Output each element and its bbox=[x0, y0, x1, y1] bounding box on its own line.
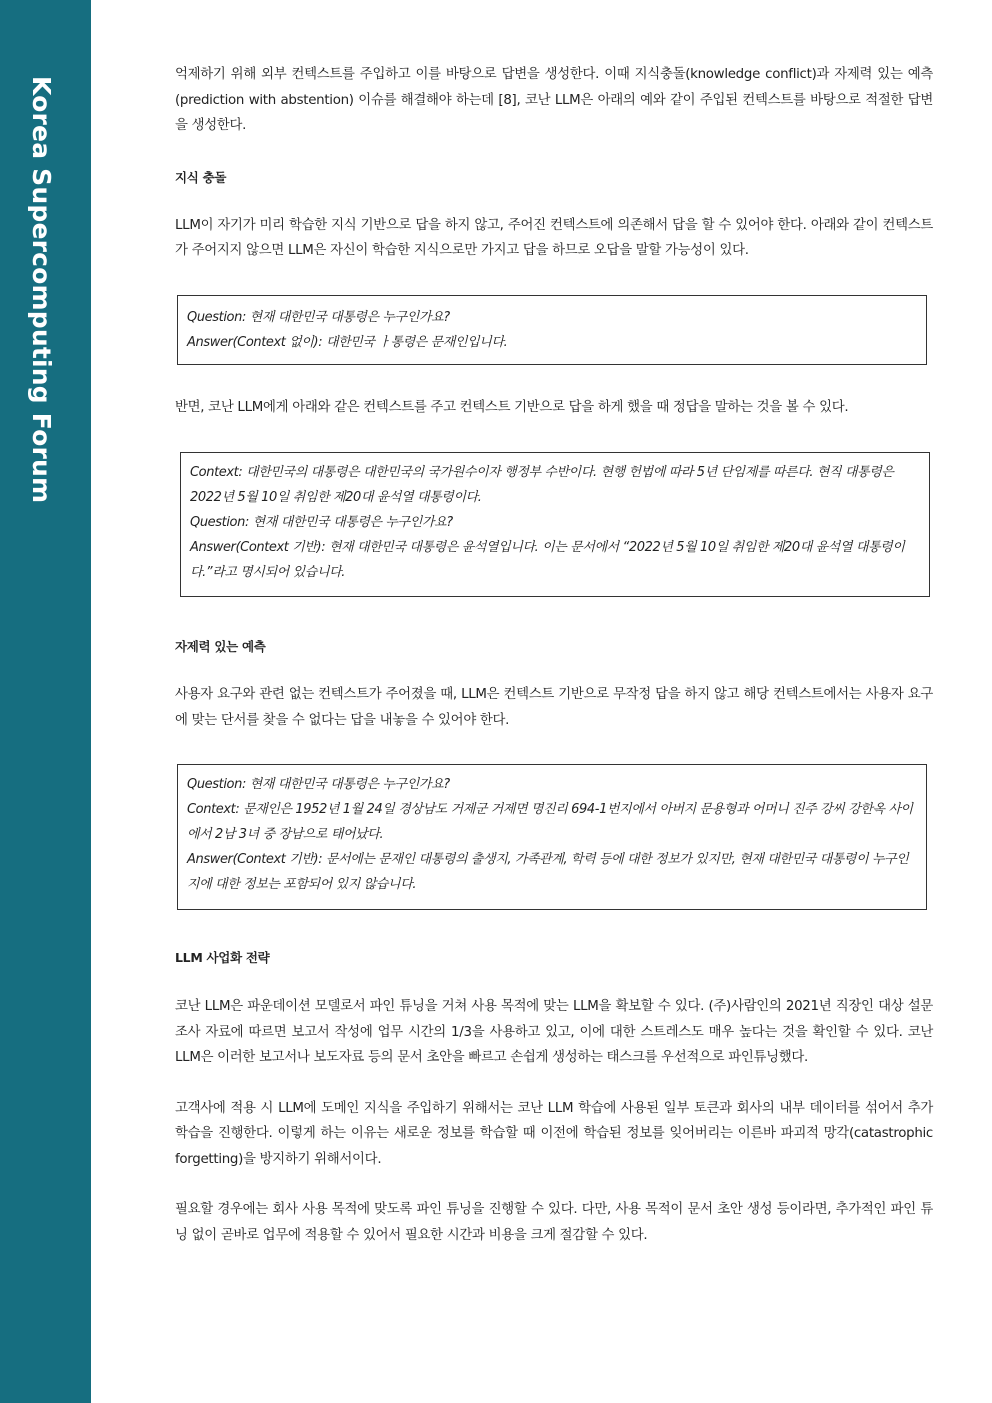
box1-answer: Answer(Context 없이): 대한민국 ㅏ통령은 문재인입니다. bbox=[187, 334, 508, 350]
box3-context: Context: 문재인은 1952년 1월 24일 경상남도 거제군 거제면 명진리 694-1번지에서 아버지 문용형과 어머니 진주 강씨 강한옥 사이에서 2남 3녀 중 장남으로 태어났다. bbox=[187, 802, 913, 842]
intro-paragraph: 억제하기 위해 외부 컨텍스트를 주입하고 이를 바탕으로 답변을 생성한다. 이때 지식충돌(knowledge conflict)과 자제력 있는 예측(prediction with abstention) 이슈를 해결해야 하는데 [8], 코난 LLM은 아래의 예와 같이 주입된 컨텍스트를 바탕으로 적절한 답변을 생성한다. bbox=[175, 67, 933, 133]
box2-answer: Answer(Context 기반): 현재 대한민국 대통령은 윤석열입니다. 이는 문서에서 “2022년 5월 10일 취임한 제20대 윤석열 대통령이다.”라고 명시되어 있습니다. bbox=[190, 540, 905, 580]
heading-llm-business: LLM 사업화 전략 bbox=[175, 950, 270, 965]
heading-knowledge-conflict: 지식 충돌 bbox=[175, 169, 227, 185]
example-box-with-context bbox=[180, 452, 930, 597]
box3-answer: Answer(Context 기반): 문서에는 문재인 대통령의 출생지, 가족관계, 학력 등에 대한 정보가 있지만, 현재 대한민국 대통령이 누구인지에 대한 정보는 포함되어 있지 않습니다. bbox=[187, 852, 909, 892]
sidebar bbox=[0, 0, 91, 1403]
business-paragraph-1: 코난 LLM은 파운데이션 모델로서 파인 튜닝을 거쳐 사용 목적에 맞는 LLM을 확보할 수 있다. (주)사람인의 2021년 직장인 대상 설문조사 자료에 따르면 보고서 작성에 업무 시간의 1/3을 사용하고 있고, 이에 대한 스트레스도 매우 높다는 것을 확인할 수 있다. 코난 LLM은 이러한 보고서나 보도자료 등의 문서 초안을 빠르고 손쉽게 생성하는 태스크를 우선적으로 파인튜닝했다. bbox=[175, 999, 933, 1065]
box2-context: Context: 대한민국의 대통령은 대한민국의 국가원수이자 행정부 수반이다. 현행 헌법에 따라 5년 단임제를 따른다. 현직 대통령은 2022년 5월 10일 취임한 제20대 윤석열 대통령이다. bbox=[190, 465, 894, 505]
example-box-abstention bbox=[177, 764, 927, 910]
conflict-paragraph-2: 반면, 코난 LLM에게 아래와 같은 컨텍스트를 주고 컨텍스트 기반으로 답을 하게 했을 때 정답을 말하는 것을 볼 수 있다. bbox=[175, 399, 849, 415]
business-paragraph-3: 필요할 경우에는 회사 사용 목적에 맞도록 파인 튜닝을 진행할 수 있다. 다만, 사용 목적이 문서 초안 생성 등이라면, 추가적인 파인 튜닝 없이 곧바로 업무에 적용할 수 있어서 필요한 시간과 비용을 크게 절감할 수 있다. bbox=[175, 1202, 933, 1243]
box2-question: Question: 현재 대한민국 대통령은 누구인가요? bbox=[190, 515, 453, 530]
business-paragraph-2: 고객사에 적용 시 LLM에 도메인 지식을 주입하기 위해서는 코난 LLM 학습에 사용된 일부 토큰과 회사의 내부 데이터를 섞어서 추가 학습을 진행한다. 이렇게 하는 이유는 새로운 정보를 학습할 때 이전에 학습된 정보를 잊어버리는 이른바 파괴적 망각(catastrophic forgetting)을 방지하기 위해서이다. bbox=[175, 1100, 933, 1167]
box1-question: Question: 현재 대한민국 대통령은 누구인가요? bbox=[187, 309, 450, 325]
heading-abstention: 자제력 있는 예측 bbox=[175, 639, 266, 654]
abstention-paragraph: 사용자 요구와 관련 없는 컨텍스트가 주어졌을 때, LLM은 컨텍스트 기반으로 무작정 답을 하지 않고 해당 컨텍스트에서는 사용자 요구에 맞는 단서를 찾을 수 없다는 답을 내놓을 수 있어야 한다. bbox=[175, 687, 933, 728]
document-body bbox=[175, 62, 933, 1248]
conflict-paragraph-1: LLM이 자기가 미리 학습한 지식 기반으로 답을 하지 않고, 주어진 컨텍스트에 의존해서 답을 할 수 있어야 한다. 아래와 같이 컨텍스트가 주어지지 않으면 LLM은 자신이 학습한 지식으로만 가지고 답을 하므로 오답을 말할 가능성이 있다. bbox=[175, 217, 933, 258]
box3-question: Question: 현재 대한민국 대통령은 누구인가요? bbox=[187, 777, 450, 792]
example-box-no-context bbox=[177, 295, 927, 365]
sidebar-title: Korea Supercomputing Forum bbox=[27, 76, 56, 504]
